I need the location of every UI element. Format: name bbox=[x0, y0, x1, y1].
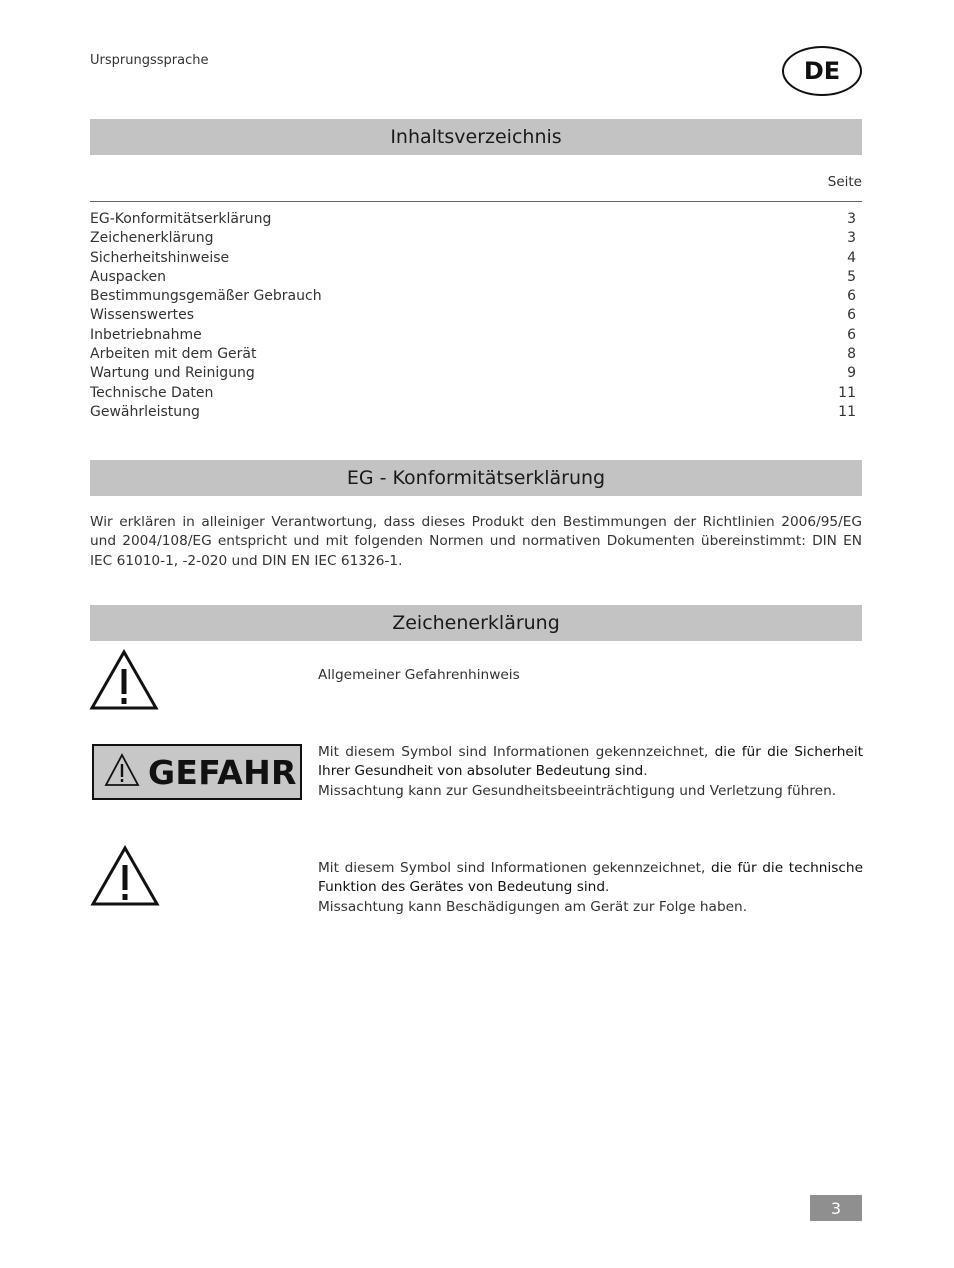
symbols-heading: Zeichenerklärung bbox=[90, 605, 862, 641]
toc-entry[interactable] bbox=[90, 249, 856, 268]
toc-entry-label: Bestimmungsgemäßer Gebrauch bbox=[90, 288, 322, 305]
toc-entry-label: Sicherheitshinweise bbox=[90, 249, 230, 266]
toc-entry-label: Inbetriebnahme bbox=[90, 326, 202, 343]
conformity-text: Wir erklären in alleiniger Verantwortung, dass dieses Produkt den Bestimmungen der Richtlinien 2006/95/EG und 2004/108/EG entspricht und mit folgenden Normen und normativen Dokumenten übereinstimmt: DIN EN IEC 61010-1, -2-020 und DIN EN IEC 61326-1. bbox=[90, 514, 862, 569]
language-badge: DE bbox=[782, 46, 862, 96]
toc-entry-page: 3 bbox=[847, 211, 856, 227]
toc-entry[interactable] bbox=[90, 345, 856, 364]
toc-entry-label: Technische Daten bbox=[90, 384, 214, 401]
toc-entry[interactable] bbox=[90, 229, 856, 248]
warning-triangle-icon bbox=[104, 753, 140, 791]
toc-entry-page: 5 bbox=[847, 268, 856, 285]
toc-entry[interactable] bbox=[90, 364, 856, 383]
danger-symbol-text bbox=[318, 743, 863, 801]
toc-page-column-label: Seite bbox=[827, 174, 862, 190]
toc-entry[interactable] bbox=[90, 403, 856, 422]
danger-badge-label: GEFAHR bbox=[148, 752, 297, 792]
toc-heading: Inhaltsverzeichnis bbox=[90, 119, 862, 155]
conformity-heading: EG - Konformitätserklärung bbox=[90, 460, 862, 496]
toc-entry[interactable] bbox=[90, 326, 856, 345]
toc-entry-label: EG-Konformitätserklärung bbox=[90, 211, 272, 227]
toc-entry[interactable] bbox=[90, 268, 856, 287]
danger-badge bbox=[92, 744, 302, 800]
toc-entry[interactable] bbox=[90, 384, 856, 403]
technical-end: . bbox=[605, 879, 610, 896]
warning-triangle-icon bbox=[90, 845, 160, 911]
general-hazard-text: Allgemeiner Gefahrenhinweis bbox=[318, 667, 520, 683]
toc-list bbox=[90, 210, 856, 422]
danger-intro: Mit diesem Symbol sind Informationen gekennzeichnet, bbox=[318, 744, 709, 760]
toc-entry-page: 6 bbox=[847, 288, 856, 305]
toc-entry[interactable] bbox=[90, 287, 856, 306]
toc-entry-label: Wartung und Reinigung bbox=[90, 365, 255, 382]
toc-entry-label: Auspacken bbox=[90, 268, 167, 285]
danger-note: Missachtung kann zur Gesundheitsbeeinträchtigung und Verletzung führen. bbox=[318, 782, 837, 799]
danger-emphasis: die für die Sicherheit Ihrer Gesundheit von absoluter Bedeutung sind bbox=[318, 744, 864, 780]
toc-entry-page: 11 bbox=[838, 403, 856, 420]
toc-entry-page: 11 bbox=[838, 384, 856, 401]
technical-symbol-text bbox=[318, 859, 863, 917]
toc-entry-page: 3 bbox=[847, 230, 856, 247]
toc-entry-label: Wissenswertes bbox=[90, 307, 195, 324]
danger-end: . bbox=[643, 763, 648, 780]
technical-emphasis: die für die technische Funktion des Gerätes von Bedeutung sind bbox=[318, 860, 863, 896]
origin-language-label: Ursprungssprache bbox=[90, 53, 209, 68]
toc-entry-label: Zeichenerklärung bbox=[90, 230, 214, 247]
toc-entry-label: Gewährleistung bbox=[90, 403, 200, 420]
toc-entry-page: 8 bbox=[847, 346, 856, 363]
warning-triangle-icon bbox=[89, 649, 159, 715]
toc-entry-page: 9 bbox=[847, 365, 856, 382]
toc-entry-label: Arbeiten mit dem Gerät bbox=[90, 346, 257, 363]
toc-entry-page: 4 bbox=[847, 249, 856, 266]
toc-entry-page: 6 bbox=[847, 307, 856, 324]
toc-entry-page: 6 bbox=[847, 326, 856, 343]
technical-intro: Mit diesem Symbol sind Informationen gekennzeichnet, bbox=[318, 860, 706, 876]
toc-divider bbox=[90, 201, 862, 202]
toc-entry[interactable] bbox=[90, 210, 856, 229]
toc-entry[interactable] bbox=[90, 306, 856, 325]
technical-note: Missachtung kann Beschädigungen am Gerät zur Folge haben. bbox=[318, 898, 748, 915]
page-number: 3 bbox=[810, 1195, 862, 1221]
